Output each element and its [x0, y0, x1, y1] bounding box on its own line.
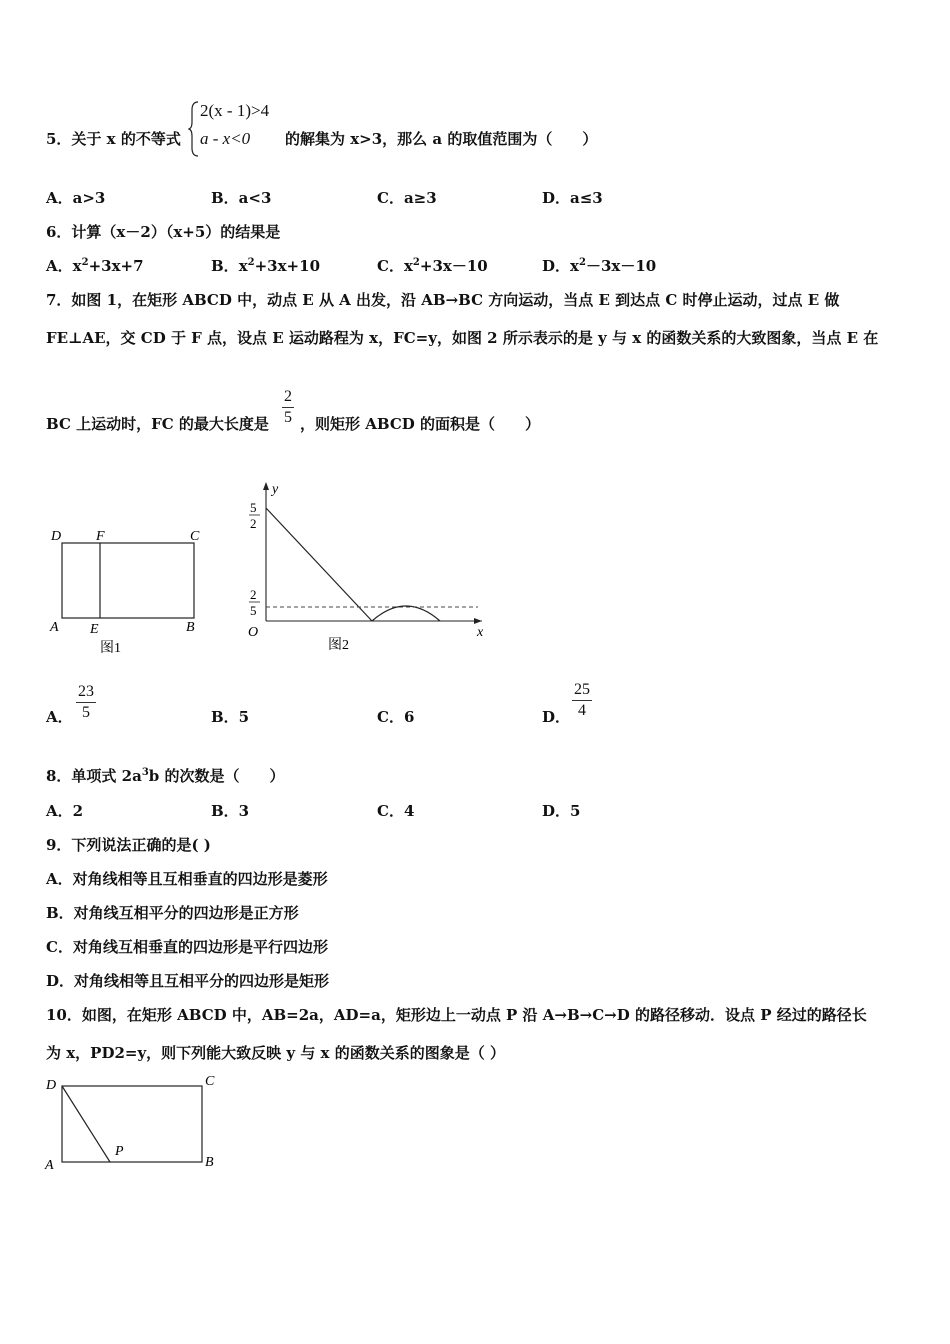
- q7-option-a-fraction: [76, 683, 96, 722]
- q7-max-fraction: [282, 388, 294, 427]
- q6-option-c-rest: +3x－10: [419, 257, 488, 275]
- q7-option-b[interactable]: B．5: [211, 708, 250, 726]
- q7-option-d-numerator: 25: [574, 681, 590, 698]
- q7-option-a-label: A．: [46, 708, 73, 726]
- q10-rectangle: [62, 1086, 202, 1162]
- q5-system-line2: a - x<0: [200, 129, 251, 148]
- q6-option-b[interactable]: [211, 255, 320, 276]
- fig2-tick-mid-num: 2: [250, 587, 257, 602]
- q7-option-d-label: D．: [542, 708, 571, 726]
- q5-stem-prefix: 5．关于 x 的不等式: [46, 130, 181, 148]
- q6-option-d[interactable]: [542, 255, 656, 276]
- fig1-label-c: C: [190, 529, 200, 544]
- q9-option-d[interactable]: D．对角线相等且互相平分的四边形是矩形: [46, 972, 330, 990]
- q6-option-d-exp: 2: [578, 257, 586, 268]
- q6-option-c-exp: 2: [412, 257, 420, 268]
- q5-option-c[interactable]: C．a≥3: [377, 189, 437, 207]
- fig1-label-b: B: [186, 620, 195, 635]
- q7-figure2: [240, 478, 490, 658]
- q8-option-d[interactable]: D．5: [542, 802, 581, 820]
- fig2-x-arrow: [474, 618, 482, 624]
- q7-stem-line1: 7．如图 1，在矩形 ABCD 中，动点 E 从 A 出发，沿 AB→BC 方向运动，当点 E 到达点 C 时停止运动，过点 E 做: [46, 291, 840, 309]
- fig1-label-f: F: [96, 529, 105, 544]
- fig2-tick-top-num: 5: [250, 500, 257, 515]
- q6-stem: 6．计算（x－2）（x+5）的结果是: [46, 223, 281, 241]
- q10-stem-line1: 10．如图，在矩形 ABCD 中，AB=2a，AD=a，矩形边上一动点 P 沿 A→B→C→D 的路径移动．设点 P 经过的路径长: [46, 1006, 867, 1024]
- q9-option-a[interactable]: A．对角线相等且互相垂直的四边形是菱形: [46, 870, 328, 888]
- fig1-label-d: D: [51, 529, 62, 544]
- q10-label-p: P: [115, 1144, 124, 1159]
- q8-stem-exp: 3: [141, 767, 149, 778]
- q10-label-c: C: [205, 1074, 215, 1089]
- q7-option-a-numerator: 23: [78, 683, 94, 700]
- fig2-tick-top-den: 2: [250, 516, 257, 531]
- q6-option-d-rest: －3x－10: [585, 257, 657, 275]
- q10-segment-pd: [62, 1086, 110, 1162]
- q7-option-d-denominator: 4: [578, 702, 586, 719]
- q9-stem: 9．下列说法正确的是( ): [46, 836, 211, 854]
- q6-option-d-base: x: [570, 257, 579, 275]
- q10-label-a: A: [45, 1158, 54, 1173]
- fig1-label-e: E: [90, 622, 99, 637]
- q5-option-b[interactable]: B．a<3: [211, 189, 272, 207]
- q7-option-a[interactable]: [46, 706, 73, 727]
- q8-option-c[interactable]: C．4: [377, 802, 415, 820]
- q7-max-denominator: 5: [284, 409, 292, 426]
- fig2-label-x: x: [477, 625, 484, 640]
- q7-figure1: [40, 520, 220, 660]
- q8-stem-post: b 的次数是（ ）: [148, 767, 285, 785]
- q5-system-line1: 2(x - 1)>4: [200, 101, 270, 120]
- fig2-label-origin: O: [248, 625, 259, 640]
- q6-option-b-exp: 2: [247, 257, 255, 268]
- q6-option-a-rest: +3x+7: [88, 257, 144, 275]
- q6-option-a-base: x: [72, 257, 82, 275]
- q6-option-c-base: x: [403, 257, 413, 275]
- q8-stem: [46, 765, 285, 786]
- q8-stem-pre: 8．单项式 2a: [46, 767, 142, 785]
- q6-option-a-exp: 2: [81, 257, 89, 268]
- fig1-label-a: A: [50, 620, 59, 635]
- q7-option-d[interactable]: [542, 706, 570, 727]
- q6-option-a-label: A．: [46, 257, 73, 275]
- q6-option-b-base: x: [238, 257, 248, 275]
- q7-option-d-fraction: [572, 681, 592, 720]
- q6-option-c-label: C．: [377, 257, 404, 275]
- fig2-line-segment: [266, 508, 372, 621]
- q5-option-a[interactable]: A．a>3: [46, 189, 106, 207]
- q6-option-b-label: B．: [211, 257, 239, 275]
- fig2-tick-mid-den: 5: [250, 603, 257, 618]
- q6-option-b-rest: +3x+10: [254, 257, 320, 275]
- q5-option-d[interactable]: D．a≤3: [542, 189, 603, 207]
- fig2-label-y: y: [272, 482, 279, 497]
- fig2-y-arrow: [263, 482, 269, 490]
- q10-figure: [40, 1070, 230, 1180]
- q7-stem-line3-pre: BC 上运动时，FC 的最大长度是: [46, 415, 269, 433]
- q7-stem-line3-post: ，则矩形 ABCD 的面积是（ ）: [300, 415, 540, 433]
- fig2-caption: 图2: [328, 638, 349, 653]
- q10-stem-line2: 为 x，PD2=y，则下列能大致反映 y 与 x 的函数关系的图象是（ ）: [46, 1044, 505, 1062]
- q7-stem-line2: FE⊥AE，交 CD 于 F 点，设点 E 运动路程为 x，FC=y，如图 2 所示表示的是 y 与 x 的函数关系的大致图象，当点 E 在: [46, 329, 879, 347]
- q5-stem-suffix: 的解集为 x>3，那么 a 的取值范围为（ ）: [285, 130, 598, 148]
- fig2-curve: [372, 606, 440, 621]
- fig1-rectangle: [62, 543, 194, 618]
- q6-option-a[interactable]: [46, 255, 144, 276]
- q10-label-b: B: [205, 1155, 214, 1170]
- q9-option-b[interactable]: B．对角线互相平分的四边形是正方形: [46, 904, 299, 922]
- q8-option-a[interactable]: A．2: [46, 802, 84, 820]
- q8-option-b[interactable]: B．3: [211, 802, 250, 820]
- q7-max-numerator: 2: [284, 388, 292, 405]
- fig1-caption: 图1: [100, 641, 121, 656]
- q6-option-c[interactable]: [377, 255, 488, 276]
- q6-option-d-label: D．: [542, 257, 571, 275]
- q10-label-d: D: [46, 1078, 57, 1093]
- q9-option-c[interactable]: C．对角线互相垂直的四边形是平行四边形: [46, 938, 328, 956]
- q5-brace: [188, 100, 200, 158]
- q7-option-c[interactable]: C．6: [377, 708, 415, 726]
- q7-option-a-denominator: 5: [82, 704, 90, 721]
